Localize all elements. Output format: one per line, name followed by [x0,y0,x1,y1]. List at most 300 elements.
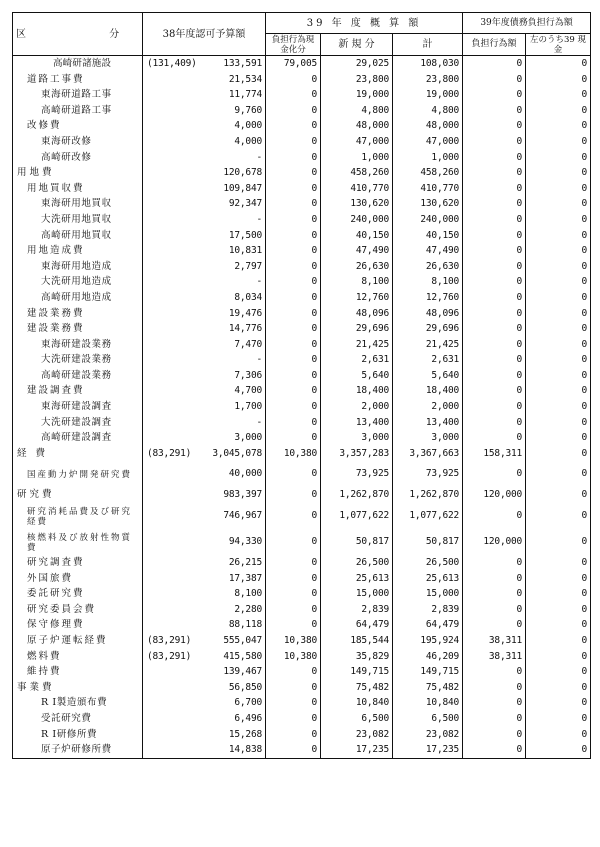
row-prev-value: 21,534 [228,73,262,85]
row-total: 17,235 [393,742,463,758]
row-prev-value: 1,700 [234,401,262,413]
row-cash39: 0 [526,571,591,587]
row-cash: 10,380 [266,649,321,665]
row-cash39: 0 [526,503,591,529]
row-cash: 0 [266,383,321,399]
row-new: 458,260 [321,165,393,181]
row-cash39: 0 [526,72,591,88]
row-new: 2,631 [321,352,393,368]
row-new: 4,800 [321,103,393,119]
row-new: 240,000 [321,212,393,228]
row-name: R I製造頒布費 [13,695,143,711]
row-prev-value: 92,347 [228,198,262,210]
row-prev-budget [143,586,266,602]
row-prev-budget [143,711,266,727]
row-cash: 0 [266,503,321,529]
row-cash: 0 [266,742,321,758]
row-total: 23,800 [393,72,463,88]
table-row [13,529,591,555]
row-prev-value: 555,047 [223,635,262,646]
row-name: 経 費 [13,446,143,462]
row-burden: 0 [463,259,526,275]
row-cash: 0 [266,243,321,259]
row-prev-budget [143,695,266,711]
row-prev-budget [143,87,266,103]
row-cash: 0 [266,337,321,353]
row-burden: 0 [463,321,526,337]
row-prev-value: 14,776 [228,323,262,335]
row-cash: 10,380 [266,633,321,649]
row-prev-budget [143,134,266,150]
row-name: 改修費 [13,118,143,134]
row-new: 2,000 [321,399,393,415]
row-cash39: 0 [526,649,591,665]
row-burden: 120,000 [463,529,526,555]
row-prev-value: - [256,213,262,225]
row-name: 東海研用地買収 [13,196,143,212]
row-total: 26,630 [393,259,463,275]
row-name: 建設調査費 [13,383,143,399]
row-cash39: 0 [526,446,591,462]
row-cash39: 0 [526,383,591,399]
row-burden: 0 [463,118,526,134]
row-cash39: 0 [526,87,591,103]
row-cash: 79,005 [266,56,321,72]
table-header [13,13,591,56]
row-prev-budget [143,383,266,399]
row-prev-budget [143,368,266,384]
row-prev-budget [143,399,266,415]
row-new: 21,425 [321,337,393,353]
row-cash: 0 [266,212,321,228]
row-cash: 0 [266,571,321,587]
row-new: 2,839 [321,602,393,618]
row-name: 建設業務費 [13,306,143,322]
row-new: 410,770 [321,181,393,197]
row-burden: 0 [463,134,526,150]
header-burden: 負担行為額 [463,34,526,56]
row-name: 大洗研用地造成 [13,274,143,290]
row-burden: 0 [463,56,526,72]
row-cash39: 0 [526,555,591,571]
table-row [13,228,591,244]
row-prev-budget [143,415,266,431]
row-new: 64,479 [321,617,393,633]
row-prev-budget [143,259,266,275]
row-burden: 0 [463,430,526,446]
row-prev-value: - [256,276,262,288]
row-burden: 0 [463,727,526,743]
row-cash: 10,380 [266,446,321,462]
row-prev-value: 88,118 [228,619,262,631]
row-prev-value: 9,760 [234,104,262,116]
row-name: 東海研建設業務 [13,337,143,353]
row-total: 48,000 [393,118,463,134]
row-prev-budget [143,649,266,665]
row-prev-value: 10,831 [228,245,262,257]
row-burden: 0 [463,368,526,384]
row-cash39: 0 [526,103,591,119]
row-cash39: 0 [526,352,591,368]
row-cash39: 0 [526,212,591,228]
row-prev-budget [143,150,266,166]
row-prev-budget [143,633,266,649]
row-total: 3,000 [393,430,463,446]
row-prev-value: 6,700 [234,697,262,709]
row-new: 29,025 [321,56,393,72]
row-prev-value: 7,470 [234,338,262,350]
row-cash: 0 [266,586,321,602]
row-name: 研究委員会費 [13,602,143,618]
table-row [13,56,591,72]
row-name: 用地買収費 [13,181,143,197]
row-prev-budget [143,321,266,337]
row-burden: 0 [463,352,526,368]
budget-table [12,12,591,759]
row-total: 47,000 [393,134,463,150]
row-burden: 0 [463,103,526,119]
row-total: 410,770 [393,181,463,197]
row-cash: 0 [266,487,321,503]
row-prev-budget [143,664,266,680]
table-row [13,259,591,275]
table-row [13,487,591,503]
row-cash: 0 [266,555,321,571]
row-name: 用地費 [13,165,143,181]
row-prev-value: 8,100 [234,588,262,600]
row-total: 29,696 [393,321,463,337]
row-prev-budget [143,487,266,503]
row-total: 6,500 [393,711,463,727]
row-cash39: 0 [526,118,591,134]
row-new: 1,000 [321,150,393,166]
row-burden: 0 [463,695,526,711]
row-new: 18,400 [321,383,393,399]
row-total: 75,482 [393,680,463,696]
row-cash39: 0 [526,337,591,353]
table-row [13,383,591,399]
header-cash: 負担行為現金化分 [266,34,321,56]
table-row [13,446,591,462]
table-row [13,664,591,680]
row-name: 大洗研建設調査 [13,415,143,431]
row-prev-value: 6,496 [234,712,262,724]
row-cash: 0 [266,415,321,431]
row-new: 26,500 [321,555,393,571]
row-cash: 0 [266,87,321,103]
table-row [13,150,591,166]
row-burden: 0 [463,274,526,290]
row-burden: 38,311 [463,633,526,649]
row-total: 13,400 [393,415,463,431]
row-total: 108,030 [393,56,463,72]
row-prev-value: 746,967 [223,510,262,522]
table-row [13,571,591,587]
row-prev-value: 19,476 [228,307,262,319]
row-total: 2,839 [393,602,463,618]
row-burden: 0 [463,461,526,487]
row-name: 大洗研用地買収 [13,212,143,228]
row-cash39: 0 [526,461,591,487]
table-row [13,87,591,103]
row-cash39: 0 [526,243,591,259]
table-row [13,72,591,88]
row-cash39: 0 [526,196,591,212]
row-burden: 0 [463,503,526,529]
row-cash39: 0 [526,134,591,150]
row-total: 19,000 [393,87,463,103]
row-cash39: 0 [526,399,591,415]
row-prev-budget [143,529,266,555]
table-row [13,399,591,415]
row-burden: 0 [463,181,526,197]
row-name: 用地造成費 [13,243,143,259]
row-cash: 0 [266,150,321,166]
row-prev-paren: (83,291) [147,635,192,646]
row-prev-budget [143,56,266,72]
row-name: 受託研究費 [13,711,143,727]
row-cash39: 0 [526,56,591,72]
row-total: 149,715 [393,664,463,680]
row-burden: 0 [463,617,526,633]
row-prev-value: 17,500 [228,229,262,241]
row-cash39: 0 [526,321,591,337]
row-prev-value: 8,034 [234,291,262,303]
row-cash39: 0 [526,633,591,649]
row-cash: 0 [266,306,321,322]
row-cash: 0 [266,134,321,150]
row-prev-budget [143,72,266,88]
row-new: 23,800 [321,72,393,88]
row-new: 8,100 [321,274,393,290]
row-total: 4,800 [393,103,463,119]
row-cash: 0 [266,695,321,711]
row-name: 研究調査費 [13,555,143,571]
table-row [13,727,591,743]
table-row [13,134,591,150]
header-group-burden: 39年度債務負担行為額 [463,13,591,34]
row-cash39: 0 [526,368,591,384]
row-cash: 0 [266,680,321,696]
row-prev-value: 56,850 [228,681,262,693]
row-total: 195,924 [393,633,463,649]
row-cash: 0 [266,664,321,680]
row-cash: 0 [266,228,321,244]
table-row [13,368,591,384]
row-prev-value: - [256,151,262,163]
row-prev-value: 4,000 [234,135,262,147]
row-total: 73,925 [393,461,463,487]
row-cash39: 0 [526,680,591,696]
row-burden: 0 [463,87,526,103]
table-row [13,103,591,119]
row-cash39: 0 [526,529,591,555]
row-name: 高崎研道路工事 [13,103,143,119]
row-cash: 0 [266,727,321,743]
row-new: 149,715 [321,664,393,680]
table-body [13,56,591,759]
table-row [13,243,591,259]
row-burden: 0 [463,664,526,680]
row-prev-budget [143,118,266,134]
table-row [13,321,591,337]
row-new: 48,096 [321,306,393,322]
row-prev-budget [143,742,266,758]
row-new: 50,817 [321,529,393,555]
row-burden: 0 [463,165,526,181]
row-new: 13,400 [321,415,393,431]
row-total: 50,817 [393,529,463,555]
row-new: 1,077,622 [321,503,393,529]
row-cash39: 0 [526,487,591,503]
header-cash39: 左のうち39 現 金 [526,34,591,56]
row-cash39: 0 [526,181,591,197]
table-row [13,165,591,181]
row-total: 2,000 [393,399,463,415]
row-cash39: 0 [526,742,591,758]
row-prev-paren: (83,291) [147,650,192,662]
row-cash: 0 [266,529,321,555]
row-prev-value: 139,467 [223,666,262,678]
row-name: 研究費 [13,487,143,503]
row-new: 6,500 [321,711,393,727]
row-cash39: 0 [526,617,591,633]
row-cash: 0 [266,290,321,306]
row-new: 19,000 [321,87,393,103]
table-row [13,274,591,290]
table-row [13,742,591,758]
row-prev-budget [143,306,266,322]
row-new: 185,544 [321,633,393,649]
row-cash39: 0 [526,290,591,306]
row-prev-value: 7,306 [234,369,262,381]
row-prev-budget [143,181,266,197]
row-prev-value: 4,700 [234,385,262,397]
row-cash: 0 [266,165,321,181]
row-cash39: 0 [526,306,591,322]
row-prev-budget [143,446,266,462]
table-row [13,649,591,665]
row-name: 高崎研諸施設 [13,56,143,72]
table-row [13,181,591,197]
row-prev-budget [143,602,266,618]
row-cash39: 0 [526,415,591,431]
row-prev-budget [143,228,266,244]
row-new: 3,357,283 [321,446,393,462]
row-new: 75,482 [321,680,393,696]
row-name: 維持費 [13,664,143,680]
row-total: 26,500 [393,555,463,571]
row-prev-value: 415,580 [223,650,262,662]
row-prev-budget [143,290,266,306]
row-total: 40,150 [393,228,463,244]
row-total: 240,000 [393,212,463,228]
row-burden: 0 [463,150,526,166]
row-prev-budget [143,461,266,487]
row-burden: 0 [463,212,526,228]
row-name: 建設業務費 [13,321,143,337]
row-cash: 0 [266,430,321,446]
row-total: 130,620 [393,196,463,212]
row-total: 458,260 [393,165,463,181]
row-cash: 0 [266,602,321,618]
row-cash: 0 [266,368,321,384]
row-cash: 0 [266,617,321,633]
row-total: 8,100 [393,274,463,290]
row-name: 外国旅費 [13,571,143,587]
row-burden: 0 [463,586,526,602]
row-prev-budget [143,212,266,228]
table-row [13,196,591,212]
row-prev-budget [143,352,266,368]
row-prev-paren: (83,291) [147,447,192,459]
row-name: 高崎研改修 [13,150,143,166]
row-prev-budget [143,555,266,571]
row-name: 高崎研用地買収 [13,228,143,244]
row-cash39: 0 [526,586,591,602]
row-total: 48,096 [393,306,463,322]
row-cash39: 0 [526,695,591,711]
row-name: 高崎研建設業務 [13,368,143,384]
table-row [13,633,591,649]
row-total: 18,400 [393,383,463,399]
table-row [13,415,591,431]
row-cash: 0 [266,181,321,197]
row-new: 25,613 [321,571,393,587]
table-row [13,711,591,727]
row-burden: 158,311 [463,446,526,462]
header-total: 計 [393,34,463,56]
table-row [13,695,591,711]
header-category: 区 分 [13,13,143,56]
row-total: 12,760 [393,290,463,306]
row-total: 64,479 [393,617,463,633]
row-cash: 0 [266,72,321,88]
row-burden: 0 [463,228,526,244]
row-burden: 0 [463,243,526,259]
row-total: 21,425 [393,337,463,353]
table-row [13,430,591,446]
row-new: 23,082 [321,727,393,743]
row-prev-value: 133,591 [223,58,262,69]
row-total: 1,000 [393,150,463,166]
row-name: 燃料費 [13,649,143,665]
row-total: 47,490 [393,243,463,259]
header-prev-budget: 38年度認可予算額 [143,13,266,56]
row-new: 15,000 [321,586,393,602]
row-cash39: 0 [526,602,591,618]
row-name: 東海研建設調査 [13,399,143,415]
row-new: 3,000 [321,430,393,446]
row-prev-value: 983,397 [223,489,262,501]
row-burden: 0 [463,290,526,306]
row-prev-budget [143,571,266,587]
table-row [13,212,591,228]
row-burden: 0 [463,306,526,322]
row-burden: 0 [463,383,526,399]
row-burden: 0 [463,399,526,415]
row-total: 1,262,870 [393,487,463,503]
table-row [13,461,591,487]
row-cash39: 0 [526,727,591,743]
row-prev-value: 4,000 [234,120,262,132]
row-new: 1,262,870 [321,487,393,503]
row-cash39: 0 [526,711,591,727]
row-name: 委託研究費 [13,586,143,602]
row-total: 10,840 [393,695,463,711]
row-prev-value: 17,387 [228,572,262,584]
row-prev-value: 14,838 [228,744,262,756]
